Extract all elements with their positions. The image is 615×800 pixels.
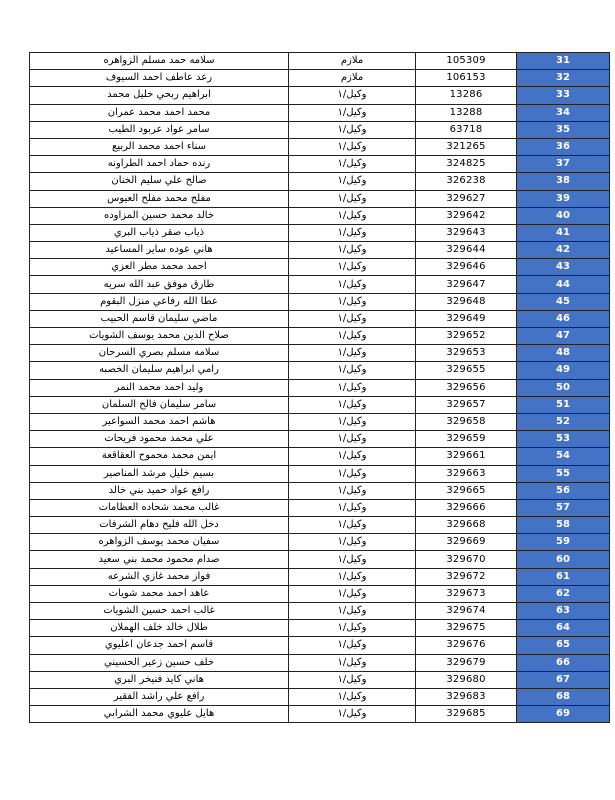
id-number-cell: 106153 xyxy=(416,70,517,87)
table-row xyxy=(30,379,610,396)
name-cell: سلامه مسلم بصري السرحان xyxy=(30,345,289,362)
id-number-cell: 329676 xyxy=(416,637,517,654)
serial-number-cell: 61 xyxy=(517,568,610,585)
table-row xyxy=(30,70,610,87)
table-row xyxy=(30,190,610,207)
name-cell: رعد عاطف احمد السيوف xyxy=(30,70,289,87)
id-number-cell: 324825 xyxy=(416,156,517,173)
rank-cell: وكيل/١ xyxy=(289,276,416,293)
serial-number-cell: 38 xyxy=(517,173,610,190)
table-row xyxy=(30,620,610,637)
rank-cell: وكيل/١ xyxy=(289,671,416,688)
name-cell: ابراهيم ربحي خليل محمد xyxy=(30,87,289,104)
name-cell: سفيان محمد يوسف الزواهره xyxy=(30,534,289,551)
name-cell: غالب احمد حسين الشويات xyxy=(30,603,289,620)
name-cell: محمد احمد محمد عمران xyxy=(30,104,289,121)
id-number-cell: 329675 xyxy=(416,620,517,637)
table-row xyxy=(30,362,610,379)
id-number-cell: 329673 xyxy=(416,585,517,602)
name-cell: هاشم احمد محمد السواعير xyxy=(30,413,289,430)
name-cell: مفلح محمد مفلح العيوس xyxy=(30,190,289,207)
rank-cell: وكيل/١ xyxy=(289,654,416,671)
serial-number-cell: 63 xyxy=(517,603,610,620)
id-number-cell: 329643 xyxy=(416,224,517,241)
rank-cell: وكيل/١ xyxy=(289,379,416,396)
id-number-cell: 329642 xyxy=(416,207,517,224)
table-body xyxy=(30,53,610,723)
rank-cell: وكيل/١ xyxy=(289,156,416,173)
rank-cell: وكيل/١ xyxy=(289,551,416,568)
name-cell: بسيم خليل مرشد المناصير xyxy=(30,465,289,482)
rank-cell: وكيل/١ xyxy=(289,362,416,379)
id-number-cell: 329646 xyxy=(416,259,517,276)
table-row xyxy=(30,688,610,705)
id-number-cell: 329679 xyxy=(416,654,517,671)
name-cell: ماضي سليمان قاسم الحبيب xyxy=(30,310,289,327)
rank-cell: وكيل/١ xyxy=(289,688,416,705)
table-row xyxy=(30,259,610,276)
table-row xyxy=(30,482,610,499)
name-cell: عطا الله رفاعي منزل البقوم xyxy=(30,293,289,310)
id-number-cell: 329665 xyxy=(416,482,517,499)
serial-number-cell: 36 xyxy=(517,138,610,155)
serial-number-cell: 56 xyxy=(517,482,610,499)
rank-cell: ملازم xyxy=(289,53,416,70)
name-cell: ايمن محمد محموح العقاقعة xyxy=(30,448,289,465)
serial-number-cell: 46 xyxy=(517,310,610,327)
rank-cell: وكيل/١ xyxy=(289,568,416,585)
rank-cell: وكيل/١ xyxy=(289,431,416,448)
name-cell: رافع عواد حميد بني خالد xyxy=(30,482,289,499)
id-number-cell: 329652 xyxy=(416,328,517,345)
serial-number-cell: 69 xyxy=(517,706,610,723)
serial-number-cell: 55 xyxy=(517,465,610,482)
rank-cell: وكيل/١ xyxy=(289,190,416,207)
name-cell: سناء احمد محمد الربيع xyxy=(30,138,289,155)
serial-number-cell: 43 xyxy=(517,259,610,276)
table-row xyxy=(30,534,610,551)
name-cell: هاني عوده ساير المساعيد xyxy=(30,242,289,259)
serial-number-cell: 68 xyxy=(517,688,610,705)
serial-number-cell: 37 xyxy=(517,156,610,173)
rank-cell: وكيل/١ xyxy=(289,242,416,259)
name-cell: صالح علي سليم الخنان xyxy=(30,173,289,190)
serial-number-cell: 33 xyxy=(517,87,610,104)
id-number-cell: 326238 xyxy=(416,173,517,190)
id-number-cell: 329648 xyxy=(416,293,517,310)
id-number-cell: 329647 xyxy=(416,276,517,293)
table-row xyxy=(30,413,610,430)
name-cell: وليد احمد محمد النمر xyxy=(30,379,289,396)
name-cell: طلال خالد خلف الهملان xyxy=(30,620,289,637)
id-number-cell: 329668 xyxy=(416,517,517,534)
rank-cell: وكيل/١ xyxy=(289,259,416,276)
serial-number-cell: 53 xyxy=(517,431,610,448)
rank-cell: وكيل/١ xyxy=(289,328,416,345)
serial-number-cell: 44 xyxy=(517,276,610,293)
personnel-table xyxy=(29,52,610,723)
id-number-cell: 329683 xyxy=(416,688,517,705)
name-cell: رافع علي راشد الفقير xyxy=(30,688,289,705)
rank-cell: وكيل/١ xyxy=(289,620,416,637)
name-cell: سامر عواد عربود الطيب xyxy=(30,121,289,138)
serial-number-cell: 52 xyxy=(517,413,610,430)
id-number-cell: 105309 xyxy=(416,53,517,70)
rank-cell: وكيل/١ xyxy=(289,207,416,224)
rank-cell: وكيل/١ xyxy=(289,121,416,138)
table-row xyxy=(30,465,610,482)
table-row xyxy=(30,431,610,448)
id-number-cell: 329680 xyxy=(416,671,517,688)
name-cell: دخل الله فليح دهام الشرفات xyxy=(30,517,289,534)
serial-number-cell: 40 xyxy=(517,207,610,224)
name-cell: رنده حماد احمد الطراونه xyxy=(30,156,289,173)
id-number-cell: 329653 xyxy=(416,345,517,362)
id-number-cell: 329657 xyxy=(416,396,517,413)
table-row xyxy=(30,654,610,671)
rank-cell: وكيل/١ xyxy=(289,706,416,723)
rank-cell: وكيل/١ xyxy=(289,413,416,430)
table-row xyxy=(30,224,610,241)
id-number-cell: 329658 xyxy=(416,413,517,430)
table-row xyxy=(30,53,610,70)
rank-cell: وكيل/١ xyxy=(289,603,416,620)
serial-number-cell: 35 xyxy=(517,121,610,138)
table-row xyxy=(30,138,610,155)
serial-number-cell: 31 xyxy=(517,53,610,70)
serial-number-cell: 59 xyxy=(517,534,610,551)
id-number-cell: 329672 xyxy=(416,568,517,585)
name-cell: قاسم احمد جدعان اعليوي xyxy=(30,637,289,654)
table-row xyxy=(30,87,610,104)
name-cell: فواز محمد غازي الشرعه xyxy=(30,568,289,585)
rank-cell: وكيل/١ xyxy=(289,396,416,413)
table-row xyxy=(30,345,610,362)
serial-number-cell: 49 xyxy=(517,362,610,379)
id-number-cell: 329685 xyxy=(416,706,517,723)
id-number-cell: 329659 xyxy=(416,431,517,448)
serial-number-cell: 64 xyxy=(517,620,610,637)
table-row xyxy=(30,121,610,138)
rank-cell: ملازم xyxy=(289,70,416,87)
id-number-cell: 329627 xyxy=(416,190,517,207)
table-row xyxy=(30,310,610,327)
name-cell: خلف حسين زعير الحسيني xyxy=(30,654,289,671)
rank-cell: وكيل/١ xyxy=(289,482,416,499)
name-cell: هايل عليوي محمد الشرابي xyxy=(30,706,289,723)
name-cell: غالب محمد شحاده العظامات xyxy=(30,499,289,516)
rank-cell: وكيل/١ xyxy=(289,310,416,327)
id-number-cell: 13288 xyxy=(416,104,517,121)
table-row xyxy=(30,328,610,345)
name-cell: خالد محمد حسين المزاوده xyxy=(30,207,289,224)
id-number-cell: 13286 xyxy=(416,87,517,104)
serial-number-cell: 42 xyxy=(517,242,610,259)
table-row xyxy=(30,603,610,620)
serial-number-cell: 34 xyxy=(517,104,610,121)
serial-number-cell: 65 xyxy=(517,637,610,654)
serial-number-cell: 54 xyxy=(517,448,610,465)
table-row xyxy=(30,706,610,723)
name-cell: طارق موفق عبد الله سريه xyxy=(30,276,289,293)
table-row xyxy=(30,242,610,259)
serial-number-cell: 51 xyxy=(517,396,610,413)
name-cell: صلاح الدين محمد يوسف الشويات xyxy=(30,328,289,345)
serial-number-cell: 39 xyxy=(517,190,610,207)
table-row xyxy=(30,104,610,121)
name-cell: علي محمد محمود فريحات xyxy=(30,431,289,448)
serial-number-cell: 57 xyxy=(517,499,610,516)
table-row xyxy=(30,396,610,413)
table-row xyxy=(30,448,610,465)
rank-cell: وكيل/١ xyxy=(289,499,416,516)
name-cell: صدام محمود محمد بني سعيد xyxy=(30,551,289,568)
serial-number-cell: 32 xyxy=(517,70,610,87)
serial-number-cell: 62 xyxy=(517,585,610,602)
table-row xyxy=(30,517,610,534)
id-number-cell: 329666 xyxy=(416,499,517,516)
table-row xyxy=(30,156,610,173)
table-row xyxy=(30,637,610,654)
serial-number-cell: 48 xyxy=(517,345,610,362)
serial-number-cell: 50 xyxy=(517,379,610,396)
table-row xyxy=(30,293,610,310)
serial-number-cell: 58 xyxy=(517,517,610,534)
name-cell: احمد محمد مطر العزي xyxy=(30,259,289,276)
name-cell: رامي ابراهيم سليمان الخصبه xyxy=(30,362,289,379)
table-row xyxy=(30,551,610,568)
table-row xyxy=(30,585,610,602)
rank-cell: وكيل/١ xyxy=(289,173,416,190)
serial-number-cell: 45 xyxy=(517,293,610,310)
id-number-cell: 329644 xyxy=(416,242,517,259)
id-number-cell: 329655 xyxy=(416,362,517,379)
id-number-cell: 321265 xyxy=(416,138,517,155)
rank-cell: وكيل/١ xyxy=(289,138,416,155)
rank-cell: وكيل/١ xyxy=(289,534,416,551)
id-number-cell: 329656 xyxy=(416,379,517,396)
serial-number-cell: 67 xyxy=(517,671,610,688)
serial-number-cell: 41 xyxy=(517,224,610,241)
id-number-cell: 329669 xyxy=(416,534,517,551)
table-row xyxy=(30,499,610,516)
rank-cell: وكيل/١ xyxy=(289,87,416,104)
rank-cell: وكيل/١ xyxy=(289,293,416,310)
serial-number-cell: 66 xyxy=(517,654,610,671)
id-number-cell: 329661 xyxy=(416,448,517,465)
name-cell: ذياب صقر ذياب البري xyxy=(30,224,289,241)
table-row xyxy=(30,568,610,585)
name-cell: هاني كايد فنيخر البري xyxy=(30,671,289,688)
id-number-cell: 329670 xyxy=(416,551,517,568)
id-number-cell: 329663 xyxy=(416,465,517,482)
serial-number-cell: 47 xyxy=(517,328,610,345)
table-row xyxy=(30,671,610,688)
name-cell: سامر سليمان فالح السلمان xyxy=(30,396,289,413)
rank-cell: وكيل/١ xyxy=(289,465,416,482)
name-cell: عاهد احمد محمد شويات xyxy=(30,585,289,602)
table-row xyxy=(30,207,610,224)
id-number-cell: 63718 xyxy=(416,121,517,138)
rank-cell: وكيل/١ xyxy=(289,104,416,121)
rank-cell: وكيل/١ xyxy=(289,637,416,654)
serial-number-cell: 60 xyxy=(517,551,610,568)
name-cell: سلامه حمد مسلم الزواهره xyxy=(30,53,289,70)
id-number-cell: 329674 xyxy=(416,603,517,620)
rank-cell: وكيل/١ xyxy=(289,224,416,241)
rank-cell: وكيل/١ xyxy=(289,517,416,534)
rank-cell: وكيل/١ xyxy=(289,448,416,465)
rank-cell: وكيل/١ xyxy=(289,585,416,602)
table-row xyxy=(30,276,610,293)
id-number-cell: 329649 xyxy=(416,310,517,327)
table-row xyxy=(30,173,610,190)
rank-cell: وكيل/١ xyxy=(289,345,416,362)
